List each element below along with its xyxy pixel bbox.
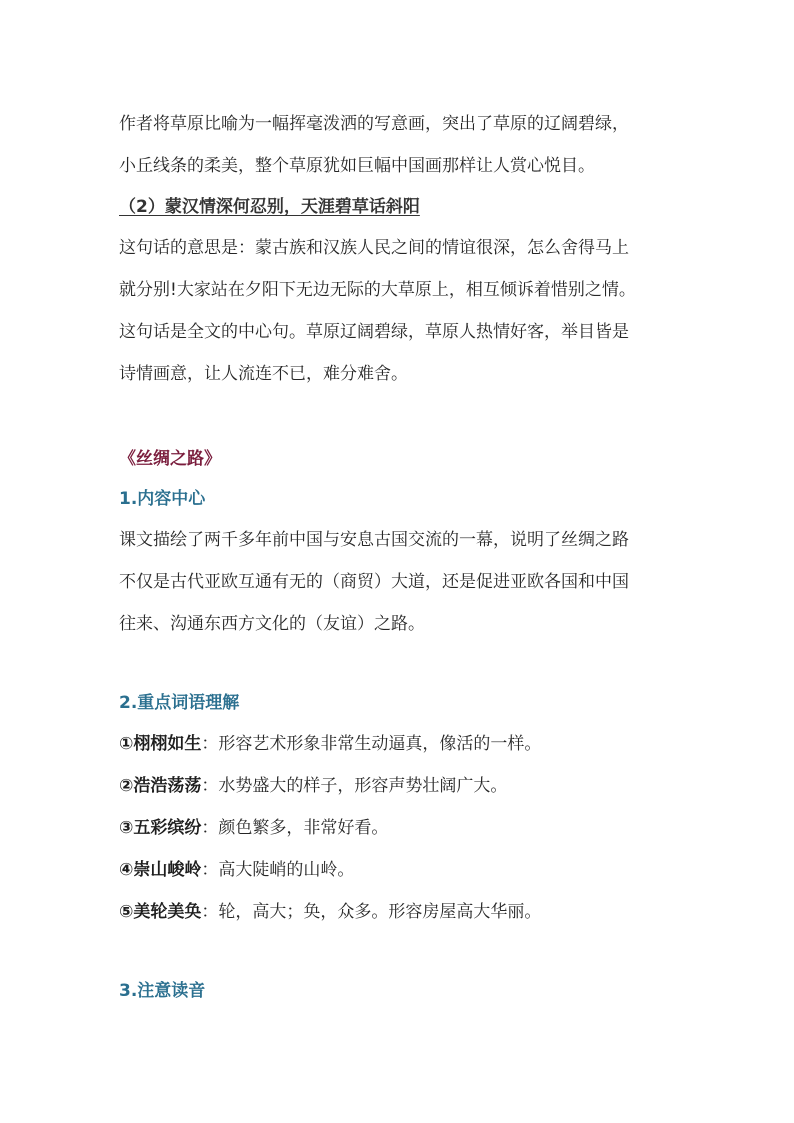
section-1-paragraph <box>119 519 679 645</box>
document-page <box>119 103 679 1011</box>
caoyuan-paragraph-1 <box>119 103 679 187</box>
text-line: 不仅是古代亚欧互通有无的（商贸）大道，还是促进亚欧各国和中国 <box>119 572 629 592</box>
sentence-2-heading <box>119 187 679 227</box>
term-definition: ：水势盛大的样子，形容声势壮阔广大。 <box>201 776 508 796</box>
term-word: ⑤美轮美奂 <box>119 902 202 922</box>
text-line: 往来、沟通东西方文化的（友谊）之路。 <box>119 614 425 634</box>
text-line: 就分别!大家站在夕阳下无边无际的大草原上，相互倾诉着惜别之情。 <box>119 280 636 300</box>
term-item <box>119 849 679 891</box>
spacer <box>119 933 679 971</box>
text-line: 小丘线条的柔美，整个草原犹如巨幅中国画那样让人赏心悦目。 <box>119 156 595 176</box>
spacer <box>119 395 679 439</box>
terms-list <box>119 723 679 933</box>
section-2-heading: 2.重点词语理解 <box>119 693 240 713</box>
term-word: ①栩栩如生 <box>119 734 202 754</box>
section-1-heading: 1.内容中心 <box>119 489 206 509</box>
term-definition: ：轮，高大；奂，众多。形容房屋高大华丽。 <box>201 902 542 922</box>
term-definition: ：高大陡峭的山岭。 <box>201 860 355 880</box>
term-word: ③五彩缤纷 <box>119 818 202 838</box>
spacer <box>119 645 679 683</box>
term-definition: ：颜色繁多，非常好看。 <box>201 818 389 838</box>
sentence-2-title: （2）蒙汉情深何忍别，天涯碧草话斜阳 <box>119 197 420 217</box>
term-word: ④崇山峻岭 <box>119 860 202 880</box>
term-definition: ：形容艺术形象非常生动逼真，像活的一样。 <box>201 734 542 754</box>
term-item <box>119 807 679 849</box>
term-item <box>119 891 679 933</box>
term-item <box>119 723 679 765</box>
text-line: 这句话的意思是：蒙古族和汉族人民之间的情谊很深，怎么舍得马上 <box>119 238 629 258</box>
term-word: ②浩浩荡荡 <box>119 776 202 796</box>
section-3-heading: 3.注意读音 <box>119 981 206 1001</box>
text-line: 课文描绘了两千多年前中国与安息古国交流的一幕，说明了丝绸之路 <box>119 530 629 550</box>
text-line: 这句话是全文的中心句。草原辽阔碧绿，草原人热情好客，举目皆是 <box>119 322 629 342</box>
text-line: 诗情画意，让人流连不已，难分难舍。 <box>119 364 408 384</box>
text-line: 作者将草原比喻为一幅挥毫泼洒的写意画，突出了草原的辽阔碧绿， <box>119 114 629 134</box>
term-item <box>119 765 679 807</box>
caoyuan-paragraph-2 <box>119 227 679 395</box>
lesson-title: 《丝绸之路》 <box>119 449 221 469</box>
